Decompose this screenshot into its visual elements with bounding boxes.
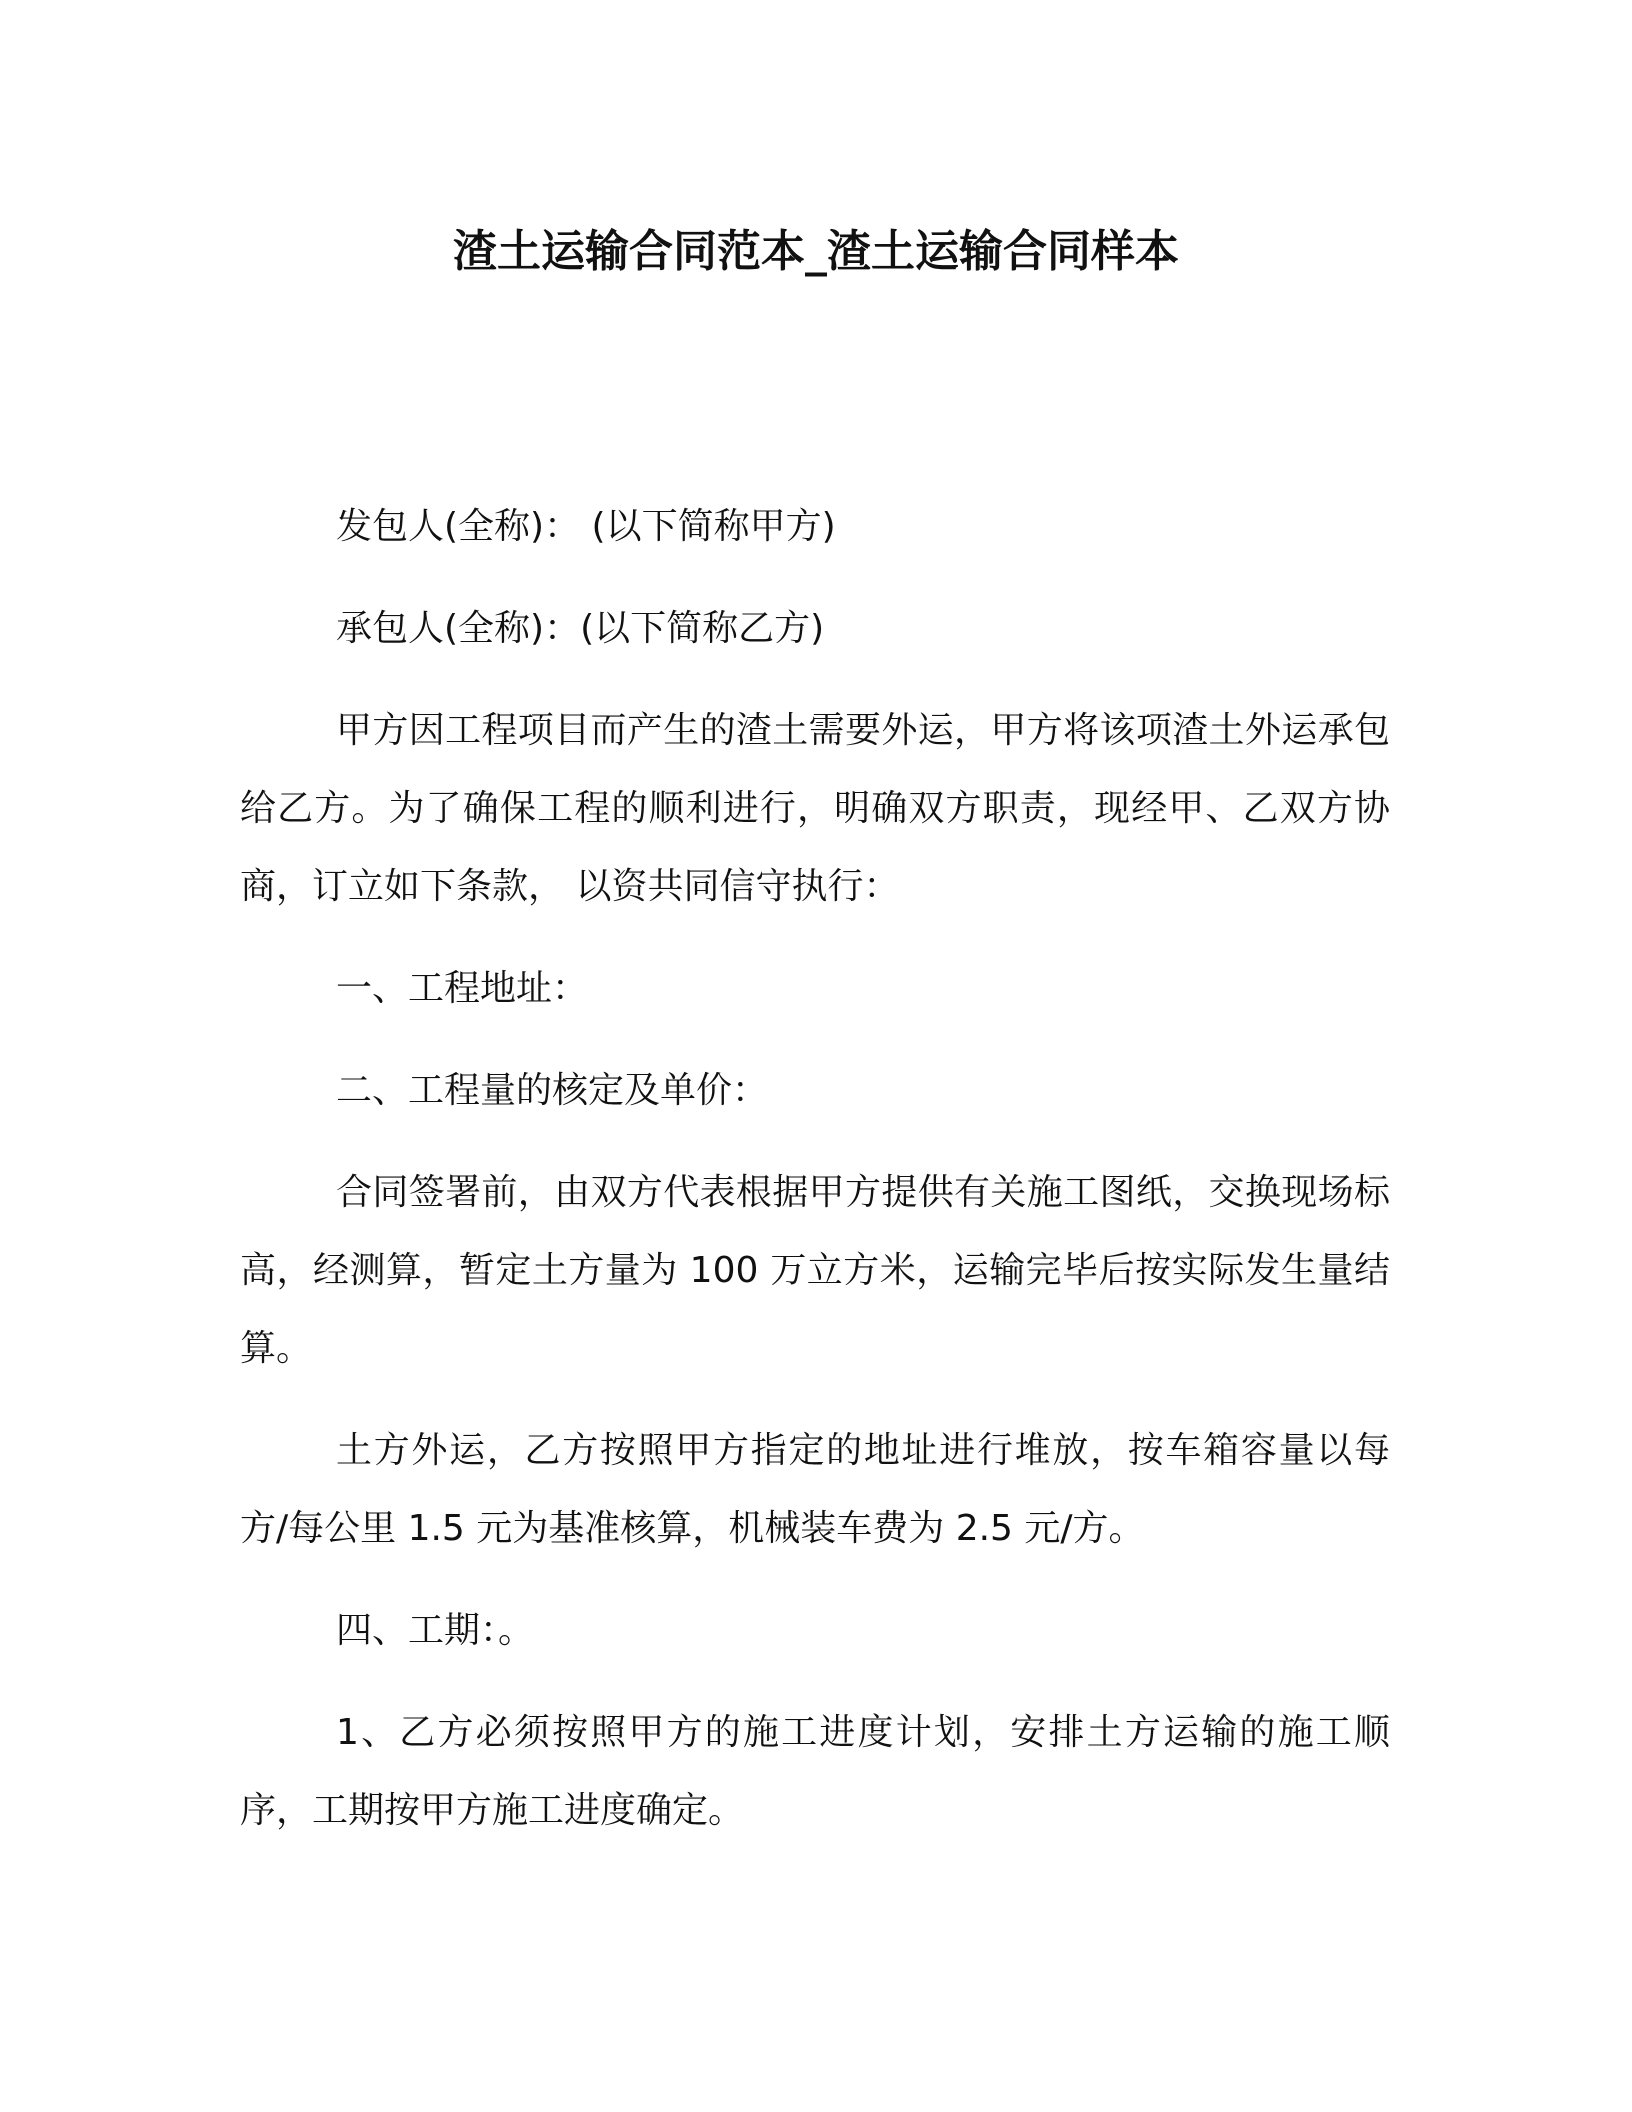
paragraph-preamble: 甲方因工程项目而产生的渣土需要外运，甲方将该项渣土外运承包给乙方。为了确保工程的顺利进行，明确双方职责，现经甲、乙双方协商，订立如下条款， 以资共同信守执行： bbox=[240, 710, 1390, 907]
section-heading-project-address: 一、工程地址： bbox=[336, 968, 589, 1009]
paragraph-quantity-estimate: 合同签署前，由双方代表根据甲方提供有关施工图纸，交换现场标高，经测算，暂定土方量为 100 万立方米，运输完毕后按实际发生量结算。 bbox=[240, 1172, 1390, 1369]
paragraph-schedule-clause-1: 1、乙方必须按照甲方的施工进度计划，安排土方运输的施工顺序，工期按甲方施工进度确定。 bbox=[240, 1712, 1390, 1831]
paragraph-contractor-party-b: 承包人(全称)：(以下简称乙方) bbox=[336, 608, 825, 649]
paragraph-transport-pricing: 土方外运，乙方按照甲方指定的地址进行堆放，按车箱容量以每方/每公里 1.5 元为基准核算，机械装车费为 2.5 元/方。 bbox=[240, 1430, 1390, 1549]
paragraph-contractor-party-a: 发包人(全称)： (以下简称甲方) bbox=[336, 506, 836, 547]
document-body bbox=[240, 488, 1390, 1850]
document-title: 渣土运输合同范本_渣土运输合同样本 bbox=[453, 226, 1179, 277]
section-heading-schedule: 四、工期：。 bbox=[336, 1610, 535, 1651]
section-heading-quantity-and-price: 二、工程量的核定及单价： bbox=[336, 1070, 769, 1111]
